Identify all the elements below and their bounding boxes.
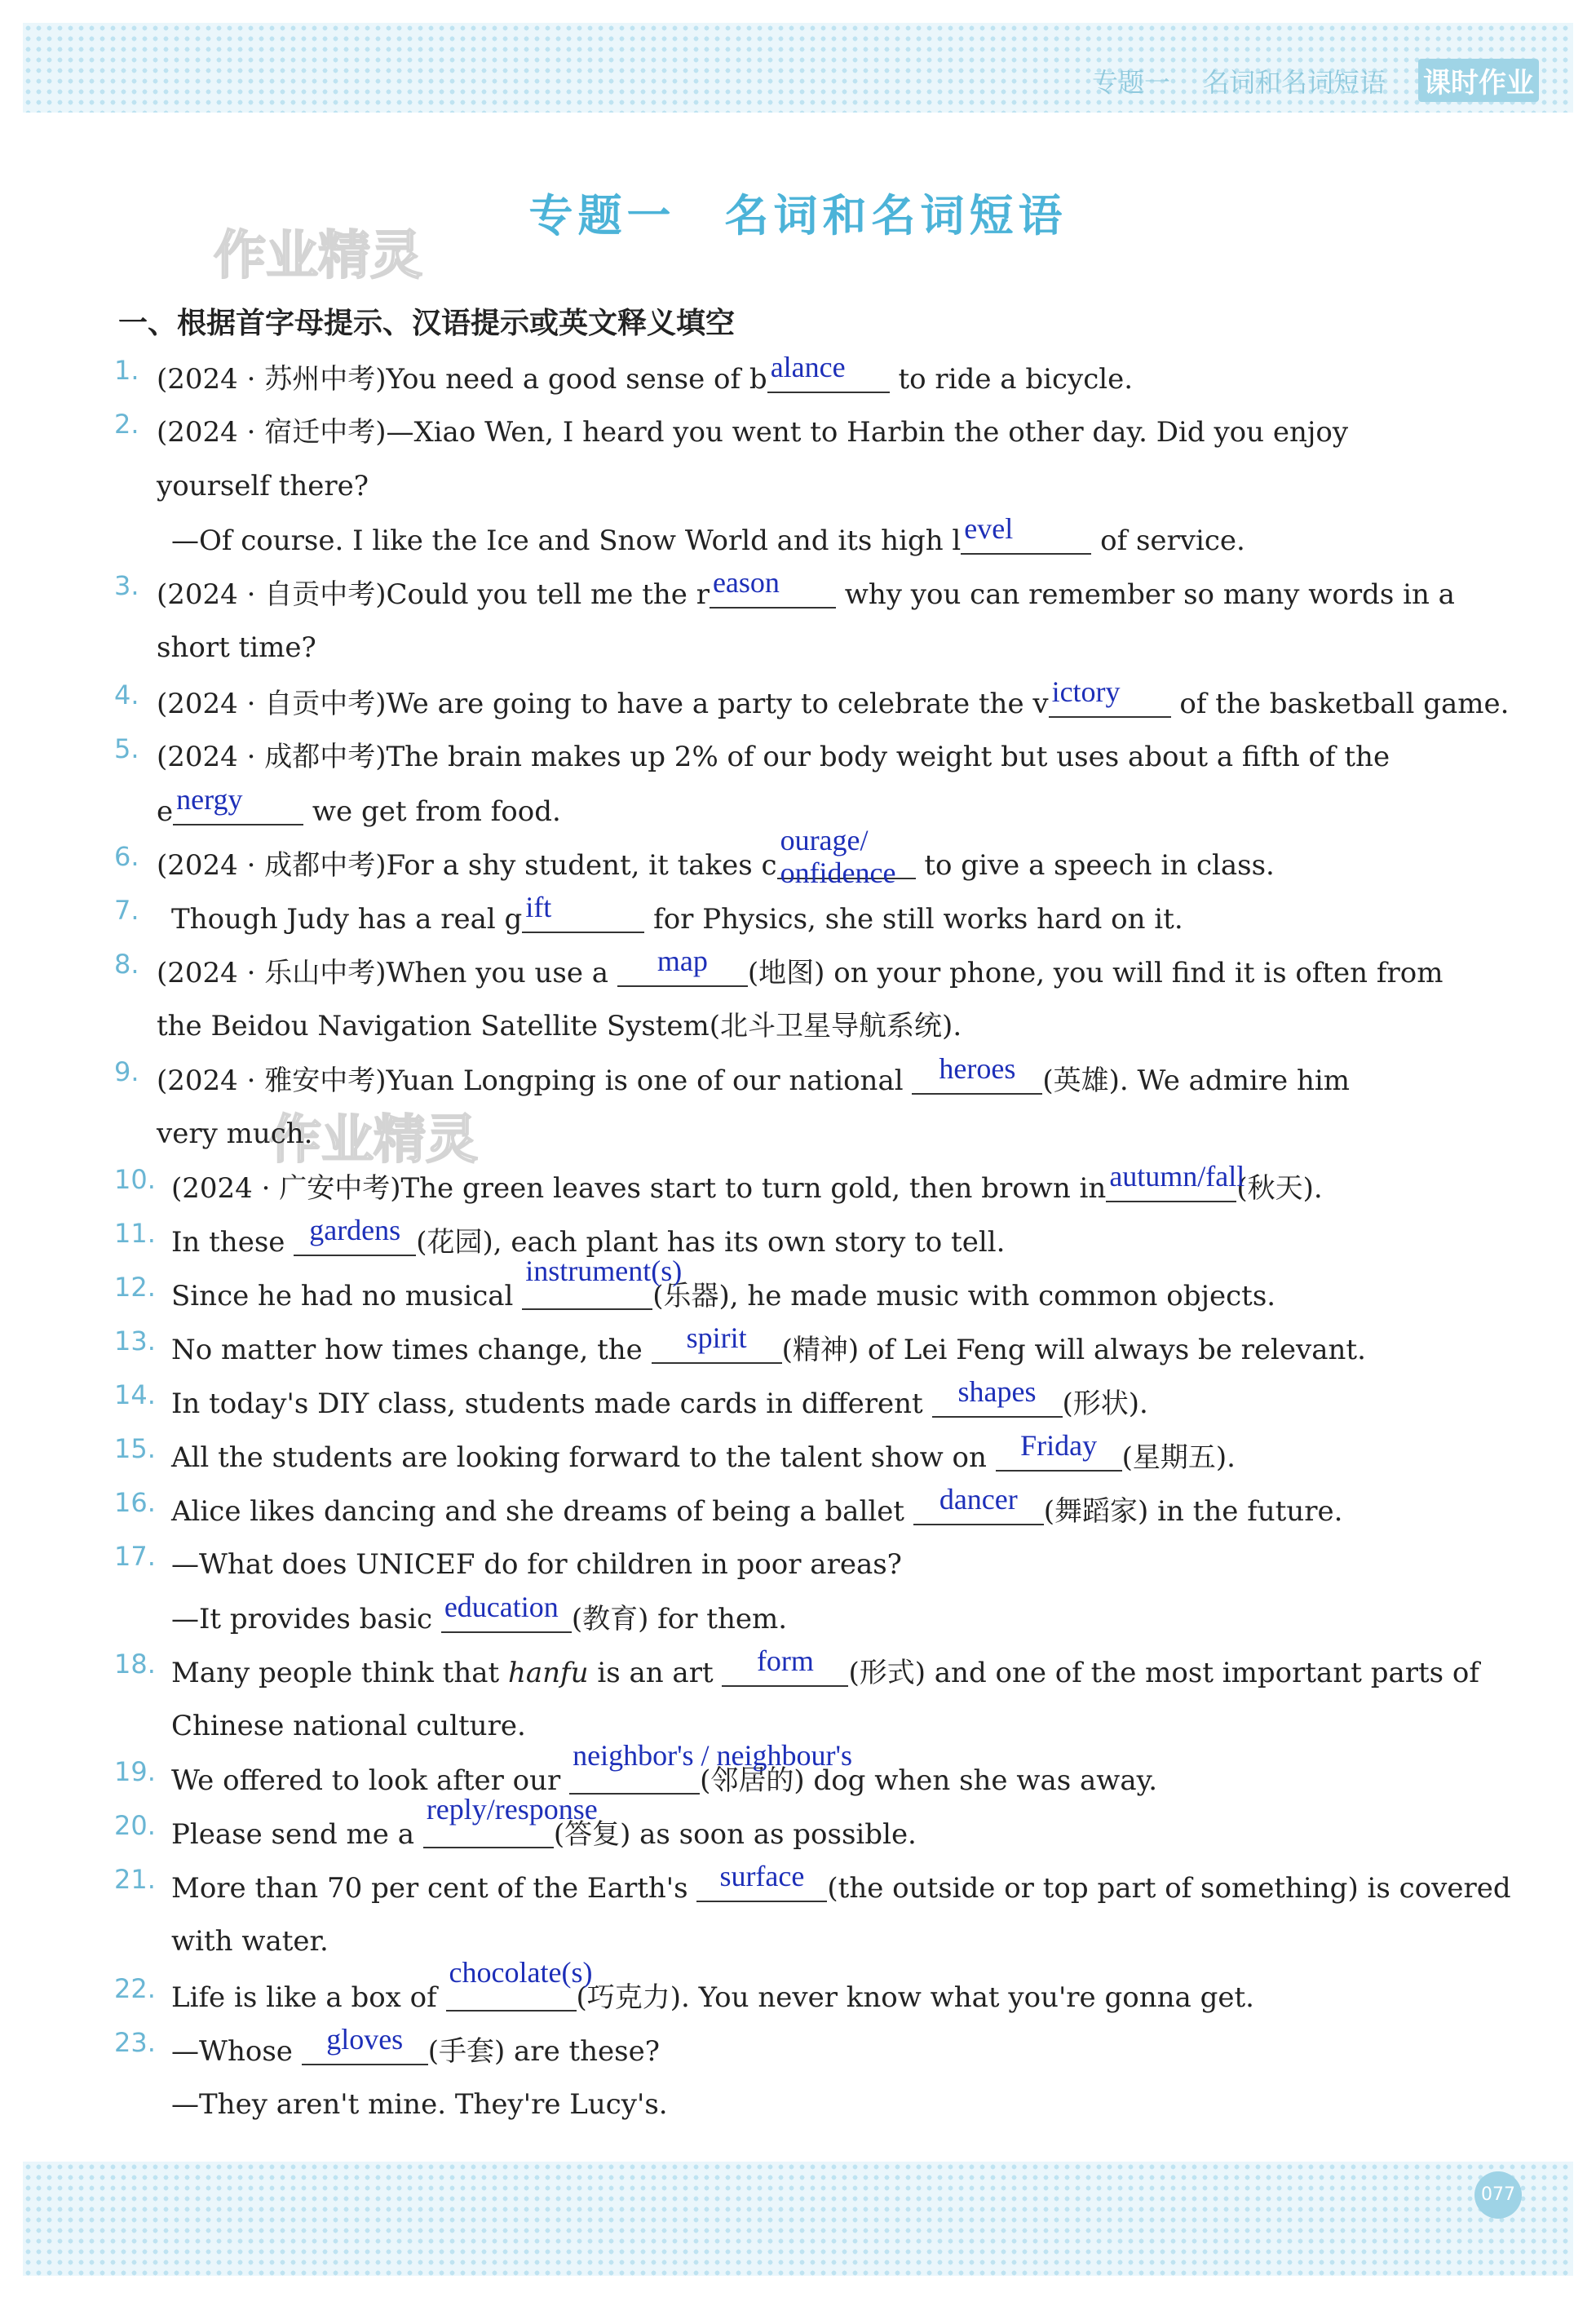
question-text: (秋天).	[1236, 1172, 1323, 1205]
header-topic: 专题一	[1091, 66, 1170, 98]
question-text: (2024 · 苏州中考)You need a good sense of b	[157, 363, 767, 396]
question-text: for Physics, she still works hard on it.	[644, 903, 1183, 936]
question-text: All the students are looking forward to the talent show on	[171, 1441, 996, 1474]
answer-text: education	[444, 1591, 559, 1623]
question-text: we get from food.	[303, 795, 561, 828]
question-text: (2024 · 成都中考)The brain makes up 2% of our body weight but uses about a fifth of the	[157, 741, 1390, 773]
watermark: 作业精灵	[269, 1110, 478, 1171]
answer-text: eason	[712, 566, 780, 599]
question-number: 5.	[114, 733, 139, 764]
question-text: short time?	[157, 631, 316, 664]
answer-blank[interactable]	[446, 1956, 593, 2012]
question-number: 14.	[114, 1379, 156, 1410]
answer-blank[interactable]	[173, 783, 303, 825]
question-text: (舞蹈家) in the future.	[1043, 1495, 1343, 1528]
question-19	[0, 1739, 1596, 1799]
answer-text: autumn/fall	[1109, 1160, 1245, 1193]
question-4	[0, 675, 1596, 723]
question-number: 9.	[114, 1056, 139, 1087]
question-text: (教育) for them.	[571, 1603, 788, 1635]
question-1	[0, 351, 1596, 398]
question-text: —Of course. I like the Ice and Snow World and its high l	[171, 524, 962, 557]
answer-text: instrument(s)	[525, 1255, 683, 1287]
question-text: very much.	[157, 1118, 313, 1150]
question-text: (英雄). We admire him	[1042, 1064, 1350, 1097]
question-16	[0, 1483, 1596, 1530]
answer-text: ourage/	[780, 824, 869, 856]
answer-text: dancer	[939, 1483, 1018, 1516]
question-text: —It provides basic	[171, 1603, 441, 1635]
question-text: (形式) and one of the most important parts of	[848, 1657, 1479, 1689]
question-18	[0, 1644, 1596, 1692]
answer-text: surface	[719, 1860, 805, 1892]
question-9	[0, 1052, 1596, 1100]
question-text: is an art	[588, 1657, 723, 1689]
question-number: 23.	[114, 2027, 156, 2058]
question-8	[0, 945, 1596, 992]
question-21	[0, 1860, 1596, 1907]
question-20	[0, 1793, 1596, 1853]
question-number: 2.	[114, 409, 139, 440]
question-text: yourself there?	[157, 470, 369, 502]
question-number: 10.	[114, 1164, 156, 1195]
question-text: —What does UNICEF do for children in poor areas?	[171, 1548, 902, 1581]
question-2	[0, 409, 1596, 452]
answer-blank[interactable]	[617, 945, 748, 987]
question-text: Alice likes dancing and she dreams of being a ballet	[171, 1495, 913, 1528]
footer-pattern	[23, 2162, 1573, 2276]
question-text: (手套) are these?	[427, 2035, 660, 2068]
answer-blank[interactable]	[912, 1052, 1042, 1095]
page-title: 专题一 名词和名词短语	[528, 190, 1068, 241]
question-12	[0, 1255, 1596, 1315]
answer-text: heroes	[939, 1052, 1016, 1085]
question-text: No matter how times change, the	[171, 1334, 652, 1366]
question-text: (答复) as soon as possible.	[553, 1818, 917, 1851]
question-text: Though Judy has a real g	[171, 903, 523, 936]
question-text: (花园), each plant has its own story to tell.	[416, 1226, 1006, 1259]
answer-text: reply/response	[426, 1793, 598, 1826]
question-text: the Beidou Navigation Satellite System(北斗卫星导航系统).	[157, 1010, 962, 1042]
answer-text: ictory	[1051, 675, 1121, 708]
answer-text: ift	[525, 891, 552, 923]
answer-text: chocolate(s)	[449, 1956, 593, 1989]
question-text: Please send me a	[171, 1818, 423, 1851]
question-text: More than 70 per cent of the Earth's	[171, 1872, 697, 1905]
question-text: of service.	[1091, 524, 1245, 557]
question-number: 20.	[114, 1810, 156, 1841]
question-text: Chinese national culture.	[171, 1710, 526, 1742]
question-23	[0, 2023, 1596, 2070]
question-text: (the outside or top part of something) is covered	[827, 1872, 1511, 1905]
answer-blank[interactable]	[961, 512, 1091, 555]
question-text: (邻居的) dog when she was away.	[700, 1764, 1158, 1797]
answer-blank[interactable]	[522, 1255, 683, 1310]
question-number: 12.	[114, 1272, 156, 1303]
answer-blank[interactable]	[777, 824, 916, 889]
question-text: e	[157, 795, 174, 828]
question-text: Life is like a box of	[171, 1981, 446, 2014]
question-number: 22.	[114, 1973, 156, 2004]
answer-text: shapes	[957, 1375, 1037, 1408]
answer-blank[interactable]	[913, 1483, 1044, 1525]
question-number: 11.	[114, 1218, 156, 1249]
answer-blank[interactable]	[1106, 1160, 1245, 1202]
question-text: —They aren't mine. They're Lucy's.	[171, 2088, 668, 2121]
question-13	[0, 1321, 1596, 1369]
answer-blank[interactable]	[996, 1429, 1122, 1472]
answer-text: gloves	[326, 2023, 404, 2056]
question-number: 15.	[114, 1433, 156, 1464]
answer-text: alance	[770, 351, 846, 383]
answer-text: form	[756, 1644, 814, 1677]
answer-text: Friday	[1020, 1429, 1098, 1462]
question-text: why you can remember so many words in a	[835, 578, 1455, 611]
question-text: to ride a bicycle.	[889, 363, 1134, 396]
question-number: 6.	[114, 841, 139, 872]
header-subtitle: 名词和名词短语	[1202, 66, 1386, 98]
running-header	[1092, 59, 1539, 102]
page-number: 077	[1474, 2171, 1522, 2219]
question-number: 1.	[114, 355, 139, 386]
answer-blank[interactable]	[722, 1644, 848, 1687]
question-number: 17.	[114, 1541, 156, 1572]
question-text: (星期五).	[1121, 1441, 1236, 1474]
question-text: (2024 · 宿迁中考)—Xiao Wen, I heard you went to Harbin the other day. Did you enjoy	[157, 416, 1349, 449]
answer-text: map	[657, 945, 708, 977]
answer-blank[interactable]	[441, 1591, 572, 1633]
question-text: (精神) of Lei Feng will always be relevant.	[781, 1334, 1366, 1366]
question-number: 8.	[114, 949, 139, 980]
question-text: We offered to look after our	[171, 1764, 570, 1797]
question-text: (形状).	[1062, 1387, 1148, 1420]
answer-text: onfidence	[780, 856, 896, 889]
answer-blank[interactable]	[522, 891, 644, 933]
question-number: 13.	[114, 1326, 156, 1357]
answer-blank[interactable]	[294, 1214, 416, 1256]
answer-blank[interactable]	[423, 1793, 598, 1848]
question-text: (2024 · 广安中考)The green leaves start to turn gold, then brown in	[171, 1172, 1107, 1205]
question-number: 18.	[114, 1649, 156, 1680]
question-number: 19.	[114, 1756, 156, 1787]
answer-blank[interactable]	[302, 2023, 428, 2065]
question-text: hanfu	[507, 1657, 589, 1689]
answer-blank[interactable]	[710, 566, 836, 609]
section-heading: 一、根据首字母提示、汉语提示或英文释义填空	[118, 307, 736, 340]
question-text: (2024 · 成都中考)For a shy student, it takes c	[157, 849, 777, 882]
question-number: 7.	[114, 895, 139, 926]
question-text: (2024 · 自贡中考)Could you tell me the r	[157, 578, 710, 611]
question-text: (地图) on your phone, you will find it is often from	[747, 957, 1443, 989]
question-6	[0, 824, 1596, 889]
question-11	[0, 1214, 1596, 1261]
question-text: (2024 · 自贡中考)We are going to have a party to celebrate the v	[157, 688, 1049, 720]
question-7	[0, 891, 1596, 938]
answer-text: spirit	[686, 1321, 747, 1354]
answer-text: gardens	[309, 1214, 401, 1246]
question-text: Many people think that	[171, 1657, 508, 1689]
question-17	[0, 1541, 1596, 1584]
question-text: (2024 · 雅安中考)Yuan Longping is one of our national	[157, 1064, 913, 1097]
question-text: Since he had no musical	[171, 1280, 523, 1312]
question-22	[0, 1956, 1596, 2016]
answer-blank[interactable]	[1049, 675, 1171, 718]
question-text: In these	[171, 1226, 294, 1259]
question-text: (2024 · 乐山中考)When you use a	[157, 957, 617, 989]
answer-text: evel	[964, 512, 1014, 545]
question-5	[0, 733, 1596, 777]
question-number: 21.	[114, 1864, 156, 1895]
answer-blank[interactable]	[767, 351, 890, 393]
watermark: 作业精灵	[214, 226, 422, 286]
question-text: of the basketball game.	[1170, 688, 1510, 720]
question-text: (巧克力). You never know what you're gonna get.	[576, 1981, 1254, 2014]
question-number: 16.	[114, 1487, 156, 1518]
question-14	[0, 1375, 1596, 1423]
question-text: —Whose	[171, 2035, 302, 2068]
question-text: (乐器), he made music with common objects.	[652, 1280, 1276, 1312]
question-text: to give a speech in class.	[915, 849, 1275, 882]
question-15	[0, 1429, 1596, 1476]
question-number: 4.	[114, 679, 139, 710]
answer-blank[interactable]	[696, 1860, 827, 1902]
question-10	[0, 1160, 1596, 1207]
answer-text: nergy	[176, 783, 243, 816]
question-text: with water.	[171, 1925, 329, 1958]
question-3	[0, 566, 1596, 613]
header-badge: 课时作业	[1418, 59, 1539, 102]
question-number: 3.	[114, 570, 139, 601]
answer-blank[interactable]	[652, 1321, 782, 1364]
question-text: In today's DIY class, students made cards in different	[171, 1387, 932, 1420]
answer-text: neighbor's / neighbour's	[573, 1739, 853, 1772]
answer-blank[interactable]	[932, 1375, 1063, 1418]
